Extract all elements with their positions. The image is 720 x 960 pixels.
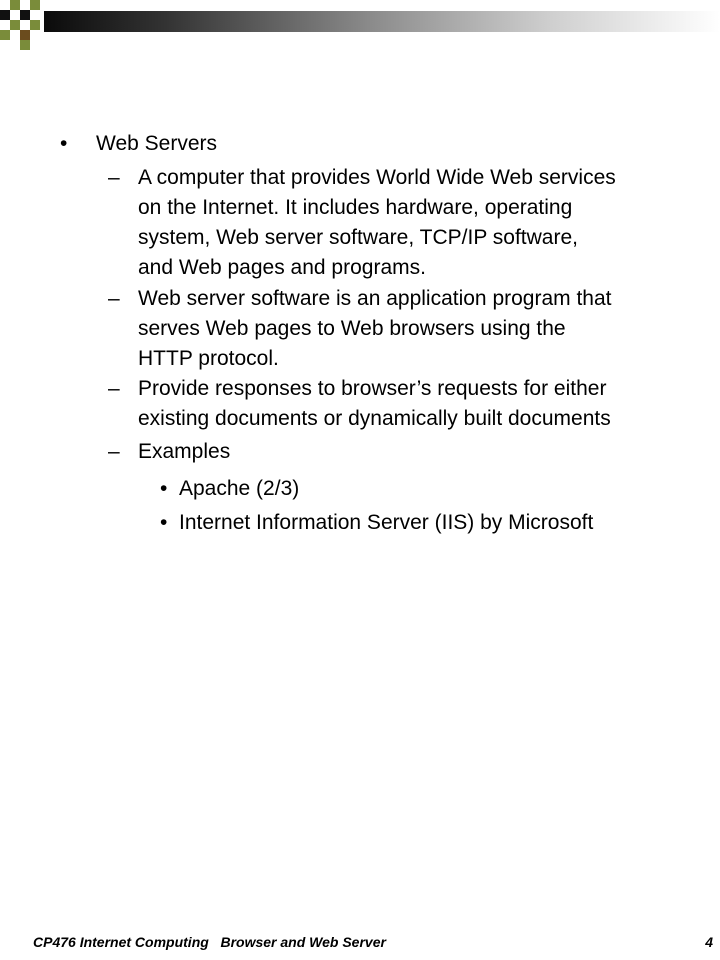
list-item: Examples xyxy=(138,440,231,463)
bullet-icon: • xyxy=(160,477,168,500)
example-item: Apache (2/3) xyxy=(179,477,300,500)
dash-icon: – xyxy=(108,166,120,189)
example-item: Internet Information Server (IIS) by Microsoft xyxy=(179,511,594,534)
bullet-icon: • xyxy=(60,132,68,155)
list-item: Provide responses to browser’s requests for either existing documents or dynamically built documents xyxy=(138,377,611,430)
page-number: 4 xyxy=(705,934,713,950)
slide-heading: Web Servers xyxy=(96,132,217,155)
slide-footer xyxy=(33,934,713,954)
list-item: Web server software is an application program that serves Web pages to Web browsers using the HTTP protocol. xyxy=(138,287,612,370)
list-item: A computer that provides World Wide Web services on the Internet. It includes hardware, operating system, Web server software, TCP/IP software, and Web pages and programs. xyxy=(138,166,616,279)
dash-icon: – xyxy=(108,440,120,463)
bullet-icon: • xyxy=(160,511,168,534)
dash-icon: – xyxy=(108,287,120,310)
dash-icon: – xyxy=(108,377,120,400)
footer-title: CP476 Internet Computing Browser and Web Server xyxy=(33,934,386,950)
